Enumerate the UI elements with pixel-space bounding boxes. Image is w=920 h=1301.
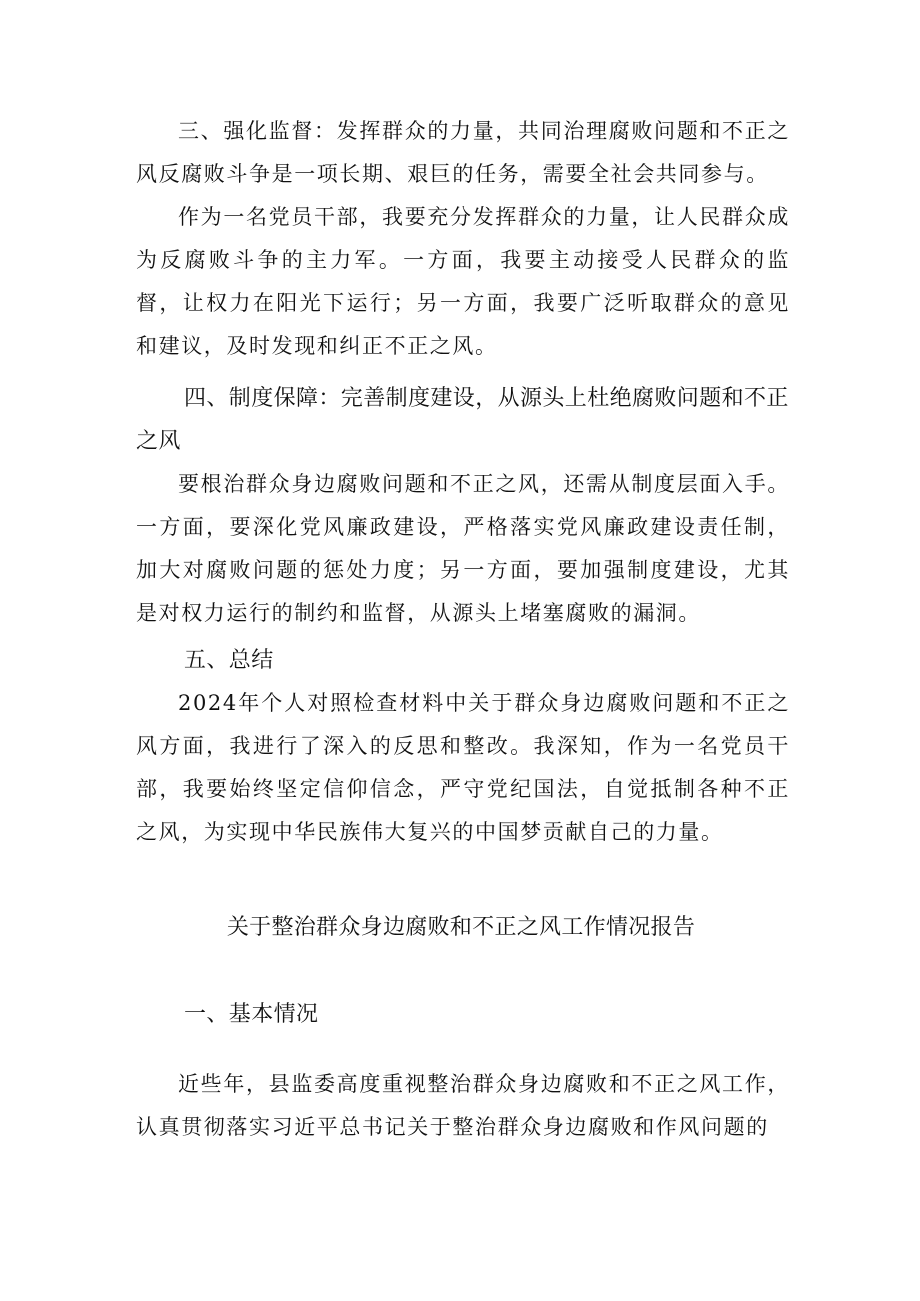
section4-paragraph: 要根治群众身边腐败问题和不正之风，还需从制度层面入手。一方面，要深化党风廉政建设，严格落实党风廉政建设责任制，加大对腐败问题的惩处力度；另一方面，要加强制度建设，尤其是对权力运行的制约和监督，从源头上堵塞腐败的漏洞。 xyxy=(136,472,790,625)
section4-heading: 四、制度保障：完善制度建设，从源头上杜绝腐败问题和不正之风 xyxy=(136,386,789,454)
report-section1-paragraph: 近些年，县监委高度重视整治群众身边腐败和不正之风工作，认真贯彻落实习近平总书记关于整治群众身边腐败和作风问题的 xyxy=(136,1072,790,1139)
report-title: 关于整治群众身边腐败和不正之风工作情况报告 xyxy=(226,915,696,940)
section5-heading: 五、总结 xyxy=(184,648,274,673)
section3-heading-paragraph: 三、强化监督：发挥群众的力量，共同治理腐败问题和不正之风反腐败斗争是一项长期、艰巨的任务，需要全社会共同参与。 xyxy=(136,119,790,186)
section3-paragraph: 作为一名党员干部，我要充分发挥群众的力量，让人民群众成为反腐败斗争的主力军。一方面，我要主动接受人民群众的监督，让权力在阳光下运行；另一方面，我要广泛听取群众的意见和建议，及时发现和纠正不正之风。 xyxy=(136,205,790,358)
section5-paragraph: 2024年个人对照检查材料中关于群众身边腐败问题和不正之风方面，我进行了深入的反思和整改。我深知，作为一名党员干部，我要始终坚定信仰信念，严守党纪国法，自觉抵制各种不正之风，为实现中华民族伟大复兴的中国梦贡献自己的力量。 xyxy=(136,691,790,844)
report-section1-heading: 一、基本情况 xyxy=(184,1002,319,1027)
